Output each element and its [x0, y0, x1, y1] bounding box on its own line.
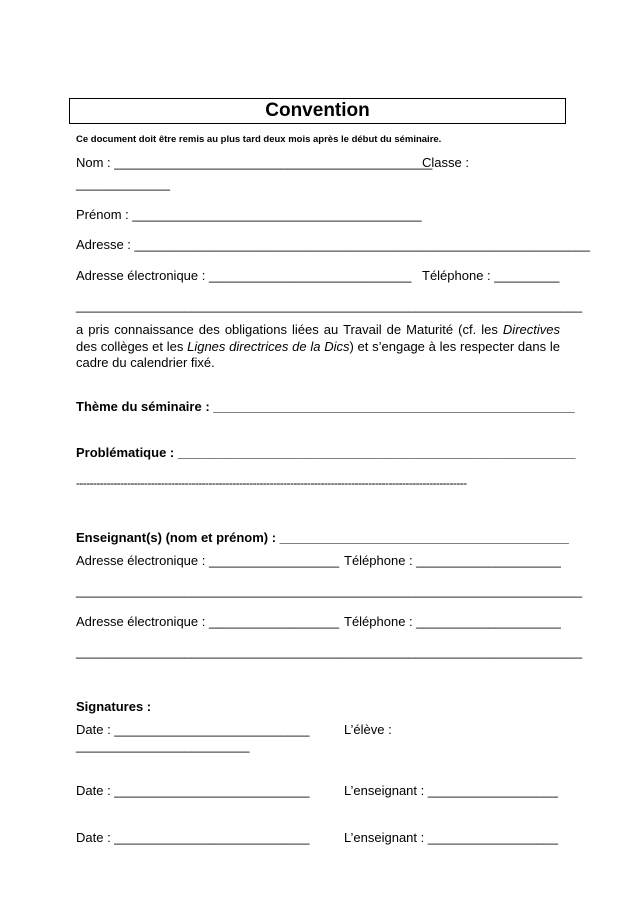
- theme-field[interactable]: Thème du séminaire : __________________________________________________: [76, 399, 575, 414]
- paragraph-text-3: ) et s’engage à les respecter dans le cadre du calendrier fixé.: [76, 338, 560, 370]
- teacher1-email-field[interactable]: Adresse électronique : __________________: [76, 553, 340, 568]
- dashed-separator: -------------------------------------------------------------------------------------------------------------------: [76, 476, 467, 490]
- telephone-field[interactable]: Téléphone : _________: [422, 268, 560, 283]
- adresse-field[interactable]: Adresse : _______________________________________________________________: [76, 237, 591, 252]
- teacher1-phone-field[interactable]: Téléphone : ____________________: [344, 553, 561, 568]
- date-field-3[interactable]: Date : ___________________________: [76, 830, 310, 845]
- problematique-field[interactable]: Problématique : _______________________________________________________: [76, 445, 576, 460]
- obligations-paragraph: [76, 322, 560, 372]
- teacher2-email-field[interactable]: Adresse électronique : __________________: [76, 614, 340, 629]
- paragraph-italic-lignes: Lignes directrices de la Dics: [187, 338, 350, 354]
- date-field-2[interactable]: Date : ___________________________: [76, 783, 310, 798]
- paragraph-italic-directives: Directives: [502, 322, 560, 337]
- classe-label: Classe :: [422, 155, 469, 170]
- teachers-field[interactable]: Enseignant(s) (nom et prénom) : ________________________________________: [76, 530, 569, 545]
- teacher2-blank-line[interactable]: ______________________________________________________________________: [76, 644, 583, 659]
- teacher2-phone-field[interactable]: Téléphone : ____________________: [344, 614, 561, 629]
- enseignant-field-1[interactable]: L’enseignant : __________________: [344, 783, 558, 798]
- signatures-heading: Signatures :: [76, 699, 152, 714]
- document-title: Convention: [265, 100, 370, 121]
- eleve-label: L’élève :: [344, 722, 392, 737]
- submission-notice: Ce document doit être remis au plus tard deux mois après le début du séminaire.: [76, 134, 442, 145]
- teacher1-blank-line[interactable]: ______________________________________________________________________: [76, 583, 583, 598]
- prenom-field[interactable]: Prénom : ________________________________________: [76, 207, 422, 222]
- email-field[interactable]: Adresse électronique : ____________________________: [76, 268, 412, 283]
- eleve-signature-line[interactable]: ________________________: [76, 738, 250, 753]
- blank-line[interactable]: ______________________________________________________________________: [76, 298, 583, 313]
- paragraph-text-1: a pris connaissance des obligations liées au Travail de Maturité (cf. les: [76, 322, 503, 337]
- title-box: [69, 98, 566, 124]
- enseignant-field-2[interactable]: L’enseignant : __________________: [344, 830, 558, 845]
- date-field-1[interactable]: Date : ___________________________: [76, 722, 310, 737]
- classe-field-line[interactable]: _____________: [76, 176, 170, 191]
- nom-field[interactable]: Nom : ____________________________________________: [76, 155, 433, 170]
- paragraph-text-2: des collèges et les: [76, 338, 188, 354]
